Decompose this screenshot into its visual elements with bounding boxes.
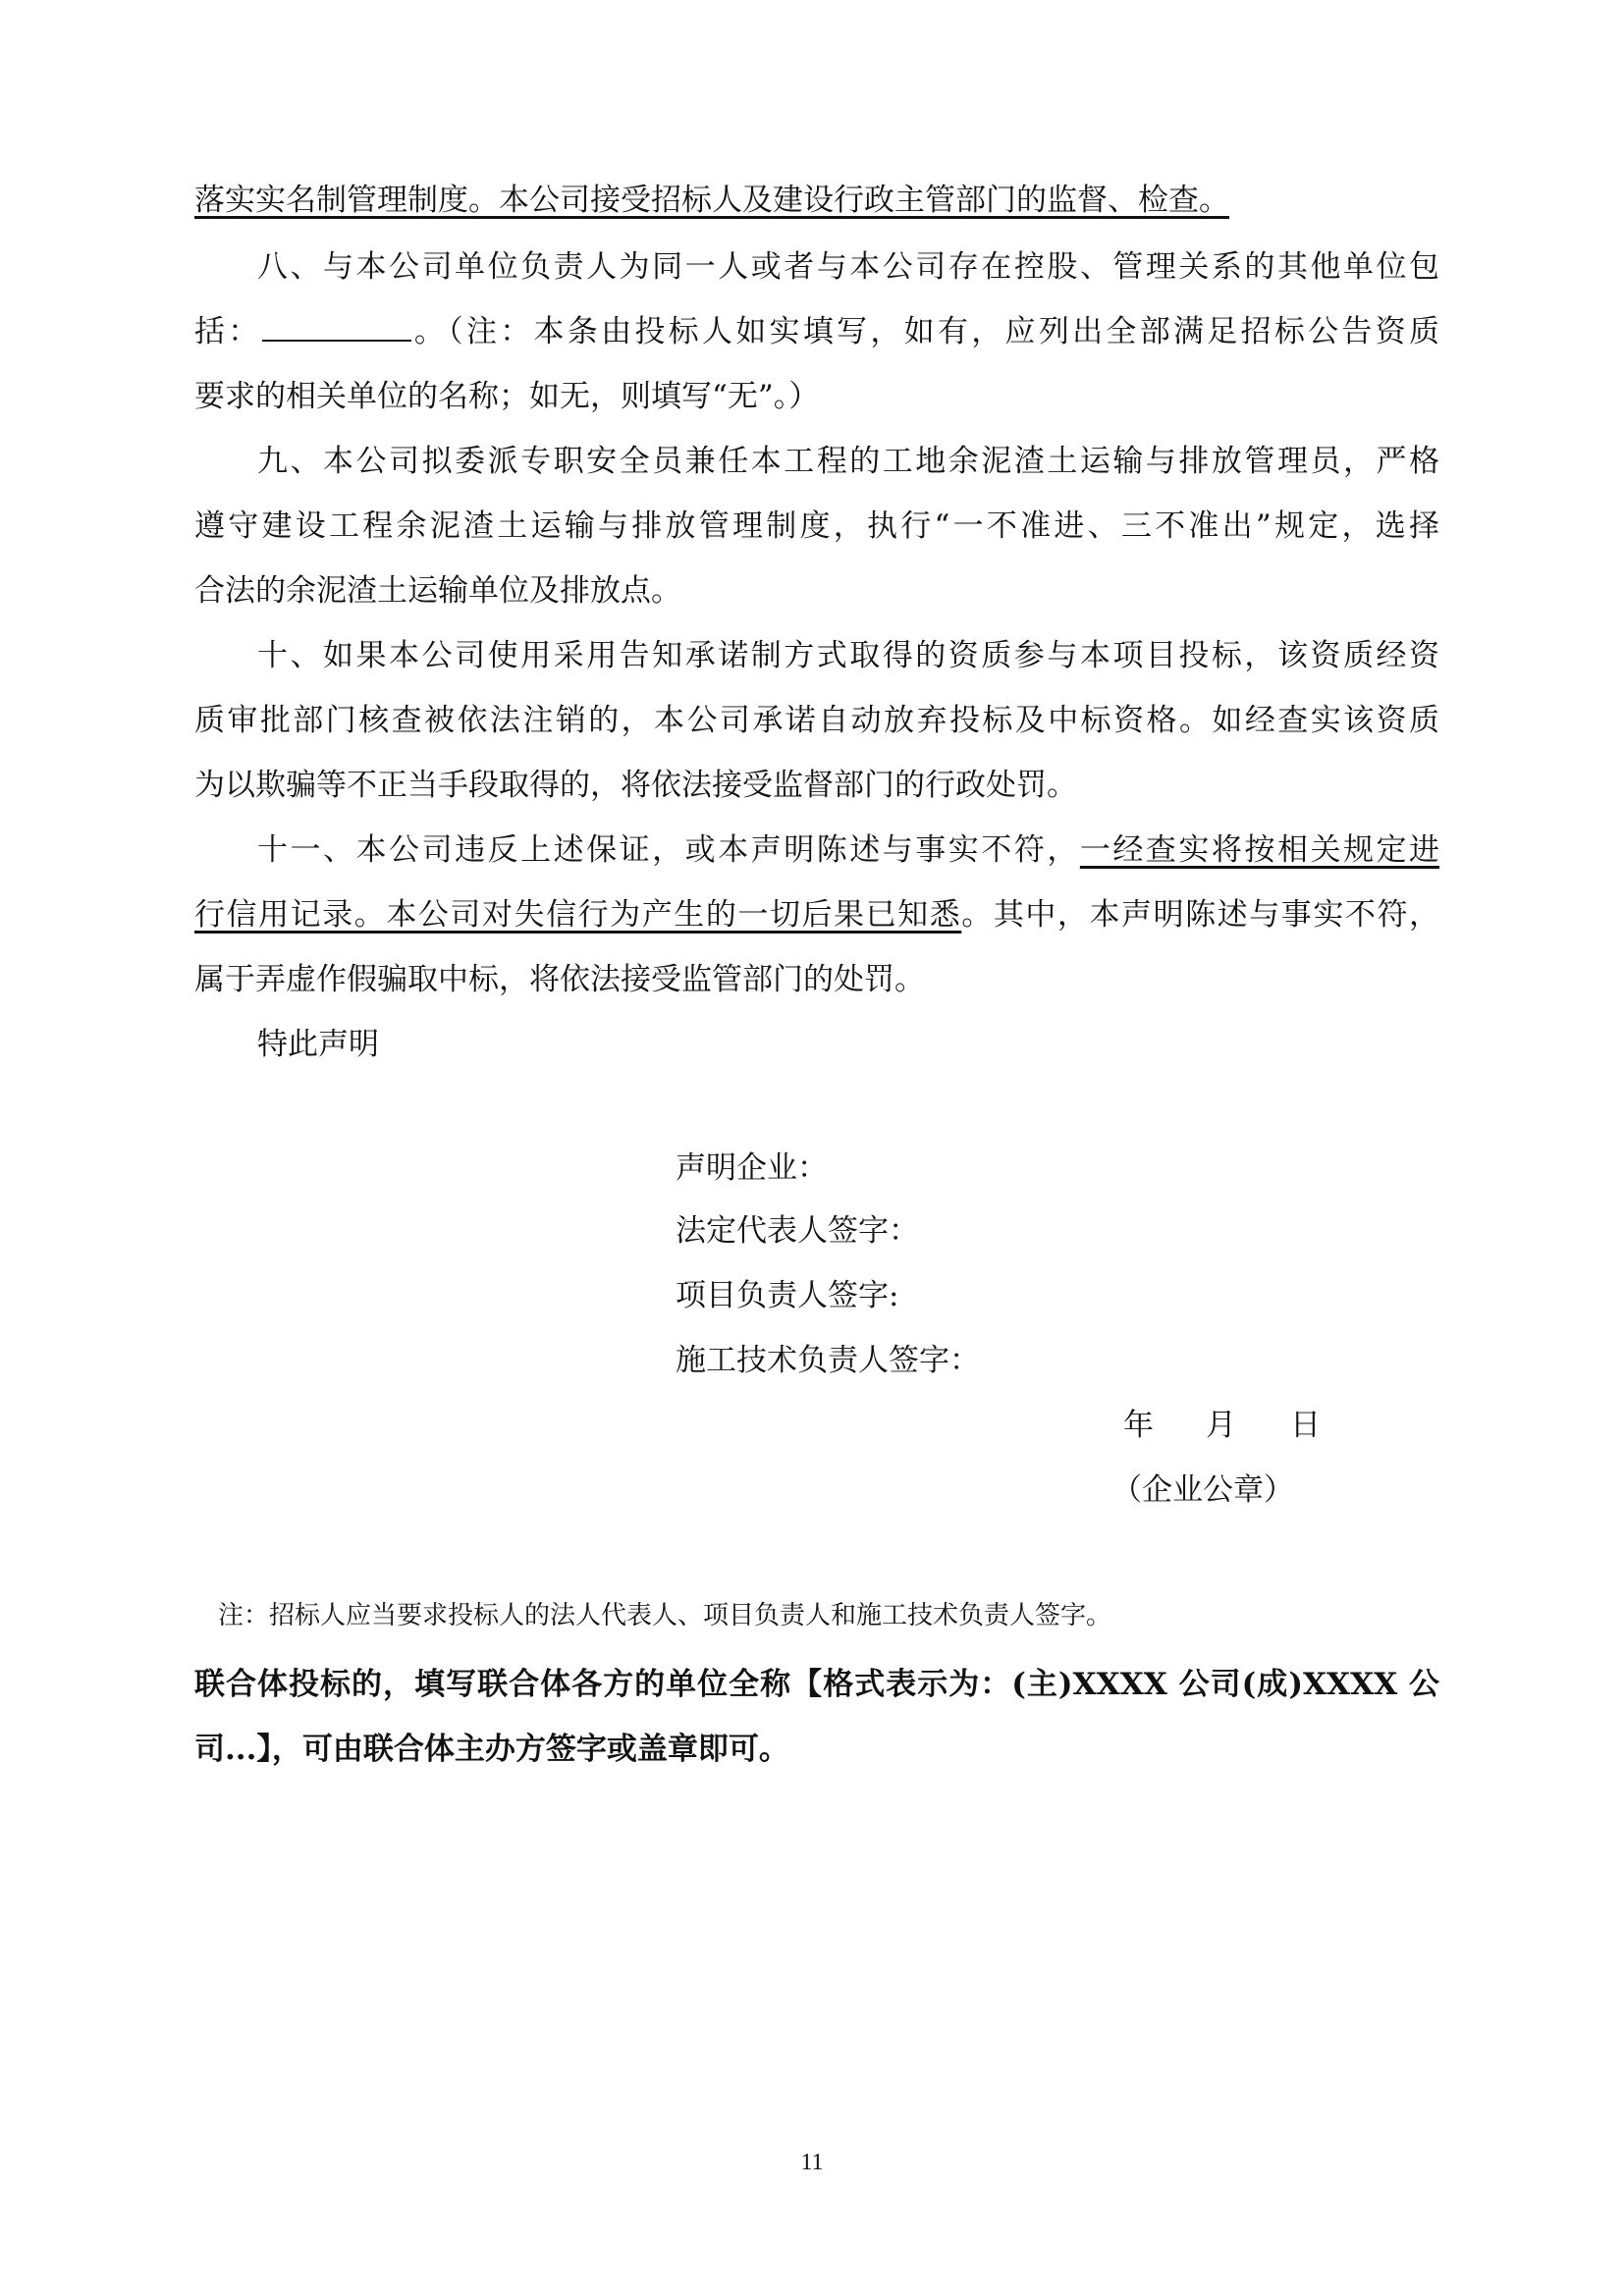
fill-in-blank[interactable]	[262, 314, 411, 342]
para9-line2: 遵守建设工程余泥渣土运输与排放管理制度，执行“一不准进、三不准出”规定，选择	[194, 508, 1439, 544]
company-seal-label: （企业公章）	[1111, 1472, 1294, 1508]
para7-tail-text: 落实实名制管理制度。本公司接受招标人及建设行政主管部门的监督、检查。	[194, 183, 1229, 218]
para11-line3: 属于弄虚作假骗取中标，将依法接受监管部门的处罚。	[194, 962, 925, 997]
para10-line3: 为以欺骗等不正当手段取得的，将依法接受监督部门的行政处罚。	[194, 768, 1077, 803]
para8-line2: 括： 。（注：本条由投标人如实填写，如有，应列出全部满足招标公告资质	[194, 314, 1439, 349]
signature-tech-lead: 施工技术负责人签字：	[676, 1343, 980, 1378]
para11-line2: 行信用记录。本公司对失信行为产生的一切后果已知悉。其中，本声明陈述与事实不符，	[194, 897, 1440, 933]
signature-company: 声明企业：	[676, 1150, 828, 1186]
page-number: 11	[800, 2150, 824, 2175]
consortium-line1: 联合体投标的，填写联合体各方的单位全称【格式表示为：(主)XXXX 公司(成)XXXX 公	[194, 1667, 1439, 1702]
para8-line3: 要求的相关单位的名称；如无，则填写“无”。）	[194, 379, 820, 414]
para10-line2: 质审批部门核查被依法注销的，本公司承诺自动放弃投标及中标资格。如经查实该资质	[194, 703, 1439, 738]
signature-project-lead: 项目负责人签字:	[676, 1278, 899, 1313]
closing-statement: 特此声明	[257, 1027, 379, 1062]
date-day: 日	[1290, 1408, 1321, 1443]
consortium-line2: 司...】，可由联合体主办方签字或盖章即可。	[194, 1732, 789, 1767]
signature-note: 注：招标人应当要求投标人的法人代表人、项目负责人和施工技术负责人签字。	[218, 1601, 1112, 1630]
signature-legal-rep: 法定代表人签字：	[676, 1213, 919, 1249]
para9-line1: 九、本公司拟委派专职安全员兼任本工程的工地余泥渣土运输与排放管理员，严格	[257, 444, 1439, 479]
para7-tail	[194, 179, 1229, 222]
date-year: 年	[1123, 1408, 1154, 1443]
para8-line1: 八、与本公司单位负责人为同一人或者与本公司存在控股、管理关系的其他单位包	[257, 249, 1439, 285]
para10-line1: 十、如果本公司使用采用告知承诺制方式取得的资质参与本项目投标，该资质经资	[257, 638, 1439, 673]
para11-line1: 十一、本公司违反上述保证，或本声明陈述与事实不符，一经查实将按相关规定进	[257, 832, 1440, 868]
date-month: 月	[1206, 1408, 1236, 1443]
para9-line3: 合法的余泥渣土运输单位及排放点。	[194, 573, 681, 609]
